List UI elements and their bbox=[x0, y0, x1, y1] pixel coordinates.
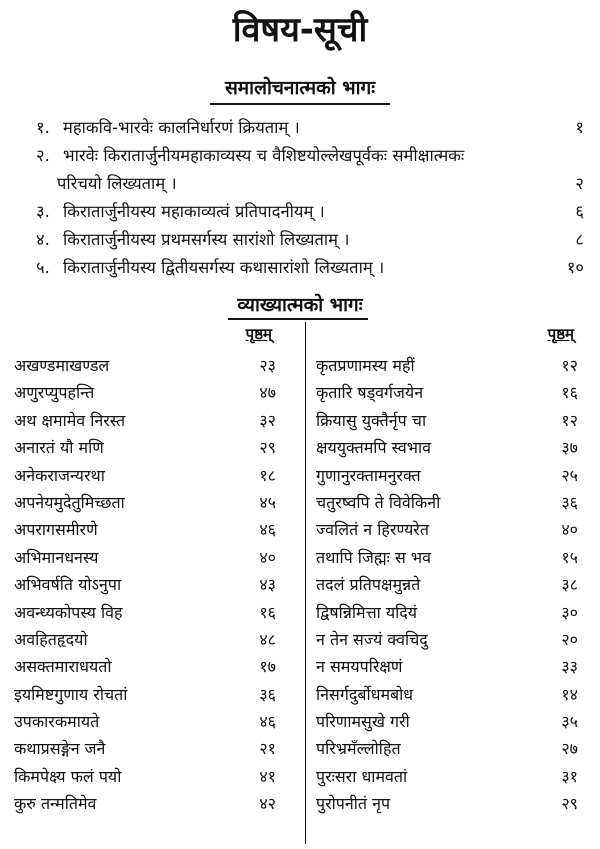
page-number: ३६ bbox=[561, 492, 578, 512]
index-entry bbox=[316, 516, 592, 543]
question-page: १ bbox=[575, 118, 584, 137]
index-entry bbox=[14, 735, 290, 762]
section1-underline bbox=[210, 103, 390, 105]
question-text: किरातार्जुनीयस्य प्रथमसर्गस्य सारांशो लिख्यताम् । bbox=[63, 230, 350, 249]
index-entry bbox=[14, 681, 290, 708]
question-text: महाकवि-भारवेः कालनिर्धारणं क्रियताम् । bbox=[63, 118, 300, 137]
index-rows-left bbox=[14, 352, 290, 818]
verse-opening: परिभ्रमँल्लोहित bbox=[316, 739, 401, 759]
verse-opening: ज्वलितं न हिरण्यरेत bbox=[316, 520, 429, 540]
index-entry bbox=[316, 790, 592, 817]
page-number: ४८ bbox=[259, 629, 276, 649]
index-entry bbox=[14, 516, 290, 543]
index-entry bbox=[14, 379, 290, 406]
index-entry bbox=[316, 626, 592, 653]
index-column-left bbox=[14, 324, 290, 818]
verse-opening: परिणामसुखे गरी bbox=[316, 712, 410, 732]
page-title: विषय-सूची bbox=[232, 10, 368, 50]
index-entry bbox=[14, 407, 290, 434]
verse-opening: पुरःसरा धामवतां bbox=[316, 766, 408, 786]
verse-opening: अवहितहृदयो bbox=[14, 629, 88, 649]
page-number: १८ bbox=[259, 465, 276, 485]
verse-opening: तदलं प्रतिपक्षमुन्नते bbox=[316, 575, 421, 595]
question-item bbox=[36, 114, 592, 142]
section1-heading: समालोचनात्मको भागः bbox=[224, 77, 376, 99]
page-number: ४२ bbox=[259, 794, 276, 814]
verse-opening: अनेकराजन्यरथा bbox=[14, 465, 105, 485]
page-number: ३५ bbox=[561, 712, 578, 732]
question-text: भारवेः किरातार्जुनीयमहाकाव्यस्य च वैशिष्टयोल्लेखपूर्वकः समीक्षात्मकः bbox=[63, 146, 465, 165]
page-number: २५ bbox=[561, 465, 578, 485]
page-number: १६ bbox=[259, 602, 276, 622]
page-number: ४० bbox=[561, 520, 578, 540]
index-entry bbox=[316, 379, 592, 406]
verse-opening: उपकारकमायते bbox=[14, 712, 100, 732]
index-entry bbox=[14, 434, 290, 461]
verse-opening: अपनेयमुदेतुमिच्छता bbox=[14, 492, 125, 512]
verse-opening: न तेन सज्यं क्वचिदु bbox=[316, 629, 428, 649]
index-rows-right bbox=[316, 352, 592, 818]
question-item bbox=[36, 142, 592, 170]
question-item bbox=[36, 198, 592, 226]
question-page: २ bbox=[575, 174, 584, 193]
verse-opening: अभिवर्षति योऽनुपा bbox=[14, 575, 122, 595]
index-entry bbox=[316, 571, 592, 598]
page-number: २९ bbox=[561, 794, 578, 814]
index-entry bbox=[316, 735, 592, 762]
index-entry bbox=[316, 599, 592, 626]
question-item bbox=[36, 226, 592, 254]
page-number: ४६ bbox=[259, 520, 276, 540]
question-text: किरातार्जुनीयस्य द्वितीयसर्गस्य कथासारांशो लिख्यताम् । bbox=[63, 258, 385, 277]
question-page: ८ bbox=[575, 230, 584, 249]
page-number: ३६ bbox=[259, 684, 276, 704]
index-entry bbox=[316, 653, 592, 680]
index-entry bbox=[14, 653, 290, 680]
verse-opening: अणुरप्युपहन्ति bbox=[14, 383, 95, 403]
index-entry bbox=[14, 544, 290, 571]
verse-opening: चतुरष्वपि ते विवेकिनी bbox=[316, 492, 441, 512]
section2-underline bbox=[228, 318, 368, 320]
index-entry bbox=[14, 571, 290, 598]
verse-opening: अवन्ध्यकोपस्य विह bbox=[14, 602, 123, 622]
page-number: २३ bbox=[259, 356, 276, 375]
verse-opening: क्षययुक्तमपि स्वभाव bbox=[316, 438, 432, 458]
page-number: २९ bbox=[259, 438, 276, 458]
index-entry bbox=[14, 352, 290, 379]
verse-opening: कथाप्रसङ्गेन जनै bbox=[14, 739, 106, 759]
page-number: २१ bbox=[259, 739, 276, 759]
page-number: ३१ bbox=[561, 766, 578, 786]
question-number: ४. bbox=[36, 230, 50, 249]
verse-opening: पुरोपनीतं नृप bbox=[316, 794, 391, 814]
section2-heading: व्याख्यात्मको भागः bbox=[237, 294, 363, 316]
page-column-header: पृष्ठम् bbox=[245, 325, 272, 343]
index-entry bbox=[316, 708, 592, 735]
verse-opening: असक्तमाराधयतो bbox=[14, 657, 112, 677]
question-page: १० bbox=[566, 258, 584, 277]
column-divider bbox=[305, 322, 306, 844]
index-entry bbox=[316, 352, 592, 379]
verse-opening: अथ क्षमामेव निरस्त bbox=[14, 410, 126, 430]
page-number: १२ bbox=[561, 410, 578, 430]
verse-opening: कुरु तन्मतिमेव bbox=[14, 794, 97, 814]
index-entry bbox=[316, 489, 592, 516]
verse-opening: द्विषन्निमित्ता यदियं bbox=[316, 602, 418, 622]
index-entry bbox=[316, 544, 592, 571]
page-number: ३० bbox=[561, 602, 578, 622]
page-number: १४ bbox=[561, 684, 578, 704]
index-entry bbox=[14, 462, 290, 489]
index-entry bbox=[316, 407, 592, 434]
verse-opening: अनारतं यौ मणि bbox=[14, 438, 104, 458]
verse-opening: तथापि जिह्मः स भव bbox=[316, 547, 432, 567]
verse-opening: न समयपरिक्षणं bbox=[316, 657, 403, 677]
index-entry bbox=[14, 599, 290, 626]
index-entry bbox=[14, 763, 290, 790]
verse-opening: गुणानुरक्तामनुरक्त bbox=[316, 465, 421, 485]
page-number: १२ bbox=[561, 356, 578, 375]
index-entry bbox=[14, 489, 290, 516]
page-number: २७ bbox=[561, 739, 578, 759]
question-number: ५. bbox=[36, 258, 50, 277]
index-entry bbox=[316, 462, 592, 489]
verse-opening: निसर्गदुर्बोधमबोध bbox=[316, 684, 414, 704]
index-entry bbox=[316, 434, 592, 461]
verse-opening: क्रियासु युक्तैर्नृप चा bbox=[316, 410, 427, 430]
question-number: १. bbox=[36, 118, 50, 137]
question-item bbox=[36, 254, 592, 282]
verse-opening: कृतप्रणामस्य महीं bbox=[316, 356, 415, 375]
question-list bbox=[36, 114, 592, 282]
index-entry bbox=[14, 626, 290, 653]
index-entry bbox=[14, 708, 290, 735]
question-page: ६ bbox=[575, 202, 584, 221]
page-number: १५ bbox=[561, 547, 578, 567]
verse-opening: इयमिष्टगुणाय रोचतां bbox=[14, 684, 128, 704]
verse-opening: अभिमानधनस्य bbox=[14, 547, 99, 567]
question-item-continued bbox=[36, 170, 592, 198]
page-number: १६ bbox=[561, 383, 578, 403]
verse-opening: किमपेक्ष्य फलं पयो bbox=[14, 766, 122, 786]
index-entry bbox=[316, 763, 592, 790]
verse-opening: अपरागसमीरणे bbox=[14, 520, 98, 540]
question-number: ३. bbox=[36, 202, 50, 221]
page-number: ४० bbox=[259, 547, 276, 567]
page-number: ३३ bbox=[561, 657, 578, 677]
page-number: ४७ bbox=[259, 383, 276, 403]
page-number: ४६ bbox=[259, 712, 276, 732]
index-entry bbox=[14, 790, 290, 817]
question-text-continued: परिचयो लिख्यताम् । bbox=[57, 174, 177, 193]
question-text: किरातार्जुनीयस्य महाकाव्यत्वं प्रतिपादनीयम् । bbox=[63, 202, 325, 221]
page-number: २० bbox=[561, 629, 578, 649]
page-number: ४३ bbox=[259, 575, 276, 595]
page-number: १७ bbox=[259, 657, 276, 677]
page-column-header: पृष्ठम् bbox=[547, 325, 574, 343]
page-number: ४५ bbox=[259, 492, 276, 512]
question-number: २. bbox=[36, 146, 50, 165]
verse-opening: अखण्डमाखण्डल bbox=[14, 356, 110, 375]
page-number: ४१ bbox=[259, 766, 276, 786]
page-number: ३७ bbox=[561, 438, 578, 458]
page-number: ३८ bbox=[561, 575, 578, 595]
index-column-right bbox=[316, 324, 592, 818]
index-entry bbox=[316, 681, 592, 708]
page-number: ३२ bbox=[259, 410, 276, 430]
verse-opening: कृतारि षड्वर्गजयेन bbox=[316, 383, 424, 403]
